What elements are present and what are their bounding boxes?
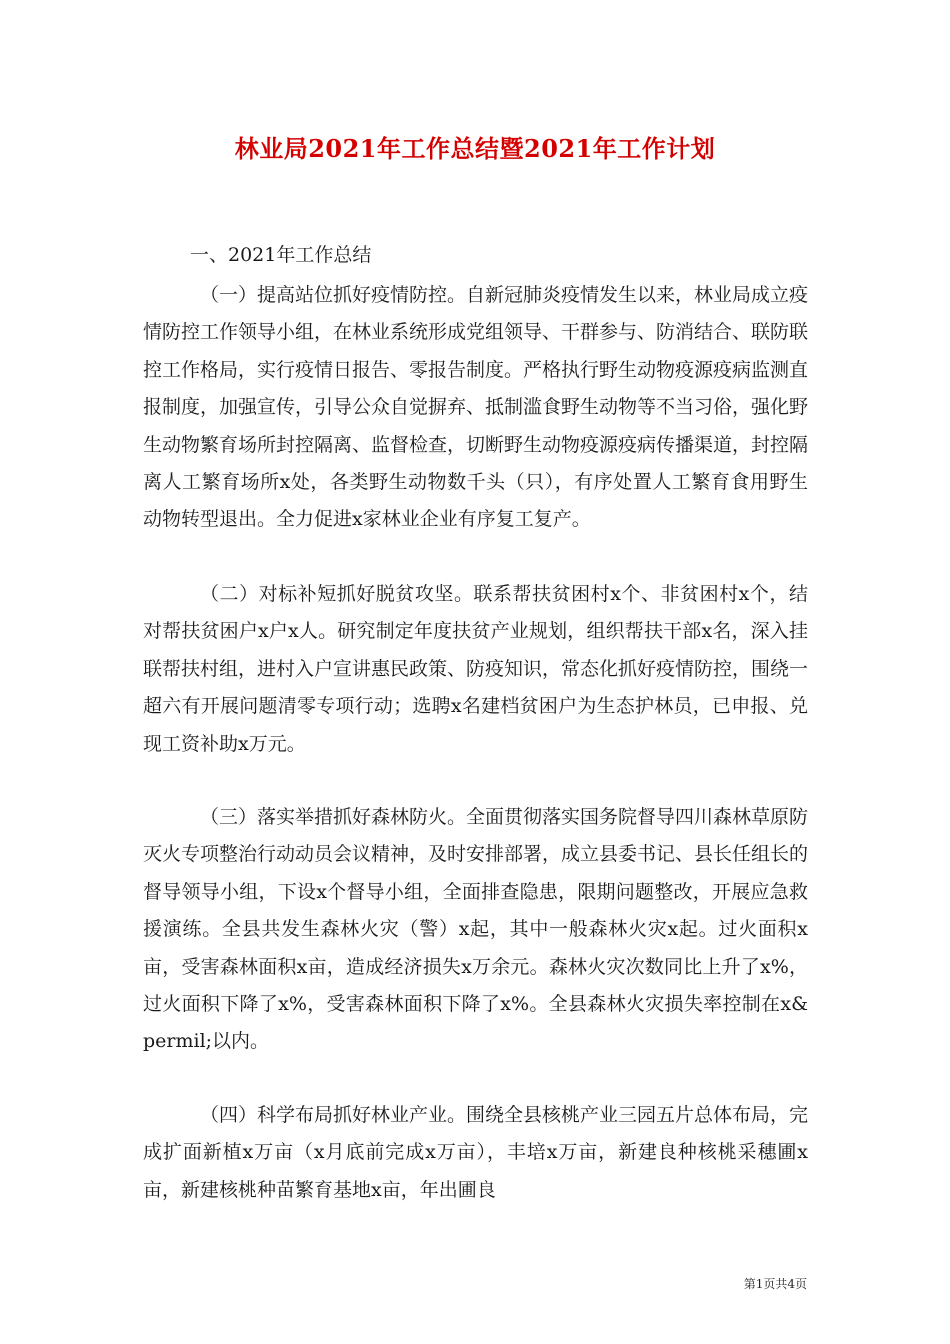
paragraph-forest-fire-prevention: （三）落实举措抓好森林防火。全面贯彻落实国务院督导四川森林草原防灭火专项整治行动动员会议精神，及时安排部署，成立县委书记、县长任组长的督导领导小组，下设x个督导小组，全面排查隐患，限期问题整改，开展应急救援演练。全县共发生森林火灾（警）x起，其中一般森林火灾x起。过火面积x亩，受害森林面积x亩，造成经济损失x万余元。森林火灾次数同比上升了x%，过火面积下降了x%，受害森林面积下降了x%。全县森林火灾损失率控制在x&permil;以内。 bbox=[143, 806, 809, 1053]
page-number: 第1页共4页 bbox=[743, 1277, 807, 1291]
paragraph-epidemic-control: （一）提高站位抓好疫情防控。自新冠肺炎疫情发生以来，林业局成立疫情防控工作领导小组，在林业系统形成党组领导、干群参与、防消结合、联防联控工作格局，实行疫情日报告、零报告制度。严格执行野生动物疫源疫病监测直报制度，加强宣传，引导公众自觉摒弃、抵制滥食野生动物等不当习俗，强化野生动物繁育场所封控隔离、监督检查，切断野生动物疫源疫病传播渠道，封控隔离人工繁育场所x处，各类野生动物数千头（只），有序处置人工繁育食用野生动物转型退出。全力促进x家林业企业有序复工复产。 bbox=[143, 284, 809, 531]
section-heading: 一、2021年工作总结 bbox=[190, 244, 372, 266]
paragraph-poverty-alleviation: （二）对标补短抓好脱贫攻坚。联系帮扶贫困村x个、非贫困村x个，结对帮扶贫困户x户x人。研究制定年度扶贫产业规划，组织帮扶干部x名，深入挂联帮扶村组，进村入户宣讲惠民政策、防疫知识，常态化抓好疫情防控，围绕一超六有开展问题清零专项行动；选聘x名建档贫困户为生态护林员，已申报、兑现工资补助x万元。 bbox=[143, 583, 809, 755]
page-title: 林业局2021年工作总结暨2021年工作计划 bbox=[234, 134, 716, 163]
paragraph-forestry-industry: （四）科学布局抓好林业产业。围绕全县核桃产业三园五片总体布局，完成扩面新植x万亩（x月底前完成x万亩），丰培x万亩，新建良种核桃采穗圃x亩，新建核桃种苗繁育基地x亩，年出圃良 bbox=[143, 1104, 809, 1201]
